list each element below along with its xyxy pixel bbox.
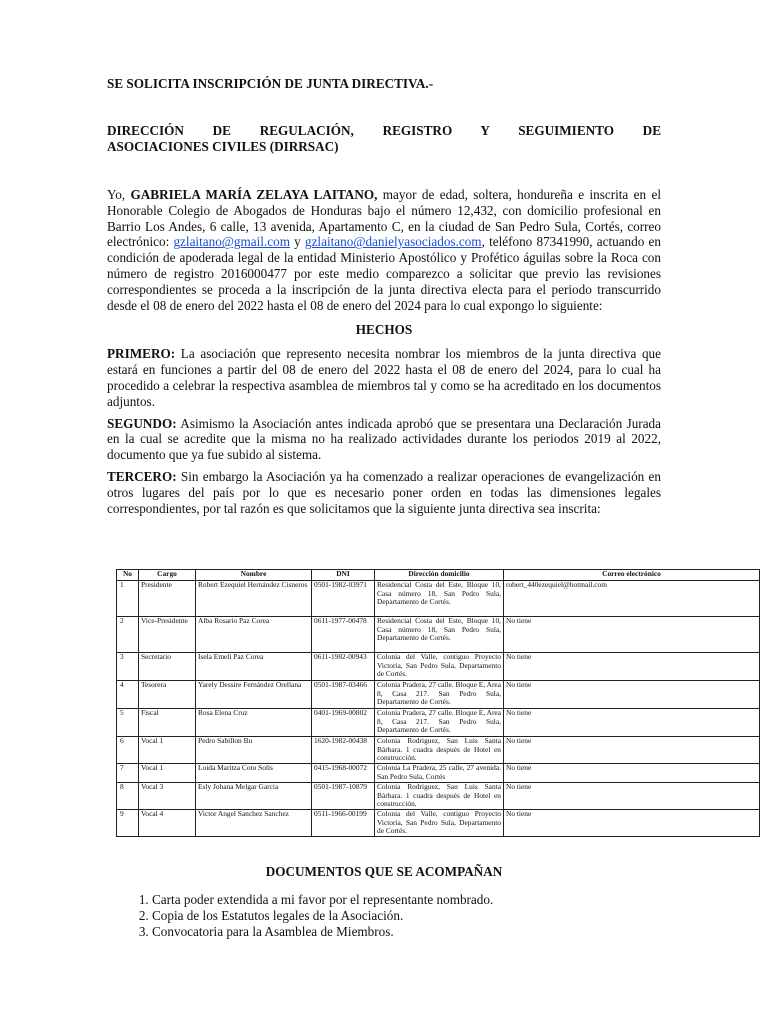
cell-dni: 0501-1987-03466: [312, 681, 375, 709]
cell-direccion: Colonia Pradera, 27 calle. Bloque E, Area 8, Casa 217. San Pedro Sula, Departamento de Cortés.: [375, 709, 504, 737]
cell-nombre: Victor Angel Sanchez Sanchez: [196, 810, 312, 837]
cell-dni: 0611-1982-00943: [312, 653, 375, 681]
header-nombre: Nombre: [196, 570, 312, 581]
cell-correo: robert_440ezequiel@hotmail.com: [504, 581, 760, 617]
cell-dni: 0611-1977-00478: [312, 617, 375, 653]
header-correo: Correo electrónico: [504, 570, 760, 581]
cell-dni: 0401-1969-00802: [312, 709, 375, 737]
list-item: 1. Carta poder extendida a mi favor por el representante nombrado.: [152, 892, 661, 908]
table-body: [117, 581, 760, 837]
table-header-row: [117, 570, 760, 581]
cell-dni: 1620-1982-00438: [312, 737, 375, 764]
cell-no: 1: [117, 581, 139, 617]
cell-cargo: Vice-Presidente: [139, 617, 196, 653]
recipient-line-2: ASOCIACIONES CIVILES (DIRRSAC): [107, 138, 339, 154]
table-row: [117, 737, 760, 764]
cell-correo: No tiene: [504, 783, 760, 810]
cell-direccion: Colonia Pradera, 27 calle. Bloque E, Area 8, Casa 217. San Pedro Sula, Departamento de Cortés.: [375, 681, 504, 709]
table-row: [117, 810, 760, 837]
hechos-heading: HECHOS: [355, 321, 413, 337]
cell-no: 5: [117, 709, 139, 737]
header-dni: DNI: [312, 570, 375, 581]
cell-cargo: Presidente: [139, 581, 196, 617]
table-row: [117, 709, 760, 737]
cell-cargo: Vocal 1: [139, 764, 196, 783]
cell-no: 7: [117, 764, 139, 783]
cell-cargo: Vocal 4: [139, 810, 196, 837]
table-row: [117, 581, 760, 617]
cell-nombre: Isela Emeli Paz Corea: [196, 653, 312, 681]
cell-nombre: Rosa Elena Cruz: [196, 709, 312, 737]
list-item: 2. Copia de los Estatutos legales de la Asociación.: [152, 908, 661, 924]
cell-no: 8: [117, 783, 139, 810]
table-row: [117, 681, 760, 709]
cell-nombre: Robert Ezequiel Hernández Cisneros: [196, 581, 312, 617]
cell-correo: No tiene: [504, 681, 760, 709]
cell-direccion: Colonia Rodriguez, San Luis Santa Bárbara. 1 cuadra después de Hotel en construcción.: [375, 737, 504, 764]
cell-direccion: Residencial Costa del Este, Bloque 10, Casa número 18, San Pedro Sula, Departamento de Cortés.: [375, 617, 504, 653]
cell-cargo: Secretario: [139, 653, 196, 681]
cell-nombre: Alba Rosario Paz Corea: [196, 617, 312, 653]
document-body: [107, 76, 661, 517]
cell-cargo: Vocal 3: [139, 783, 196, 810]
documents-list: [107, 892, 661, 940]
cell-correo: No tiene: [504, 653, 760, 681]
cell-dni: 0501-1987-10879: [312, 783, 375, 810]
cell-cargo: Tesorera: [139, 681, 196, 709]
cell-cargo: Vocal 1: [139, 737, 196, 764]
petitioner-name: GABRIELA MARÍA ZELAYA LAITANO,: [130, 186, 378, 202]
cell-correo: No tiene: [504, 810, 760, 837]
header-cargo: Cargo: [139, 570, 196, 581]
paragraph-primero: PRIMERO: La asociación que represento necesita nombrar los miembros de la junta directiva que estará en funciones a partir del 08 de enero del 2022 hasta el 08 de enero del 2024, para lo cual ha procedido a celebrar la respectiva asamblea de miembros tal y como se ha acreditado en los documentos adjuntos.: [107, 345, 661, 409]
cell-no: 4: [117, 681, 139, 709]
cell-direccion: Colonia del Valle, contiguo Proyecto Victoria, San Pedro Sula, Departamento de Cortés.: [375, 653, 504, 681]
cell-no: 2: [117, 617, 139, 653]
email-link-2[interactable]: gzlaitano@danielyasociados.com: [304, 234, 482, 250]
document-title: SE SOLICITA INSCRIPCIÓN DE JUNTA DIRECTIVA.-: [107, 76, 434, 91]
cell-direccion: Colonia del Valle, contiguo Proyecto Victoria, San Pedro Sula, Departamento de Cortés.: [375, 810, 504, 837]
cell-direccion: Colonia La Pradera, 25 calle, 27 avenida. San Pedro Sula, Cortés: [375, 764, 504, 783]
cell-no: 3: [117, 653, 139, 681]
cell-nombre: Esly Johana Melgar Garcia: [196, 783, 312, 810]
paragraph-segundo: SEGUNDO: Asimismo la Asociación antes indicada aprobó que se presentara una Declaración Jurada en la cual se acredite que la misma no ha realizado actividades durante los periodos 2019 al 2022, documento que ya fue subido al sistema.: [107, 415, 661, 463]
list-item: 3. Convocatoria para la Asamblea de Miembros.: [152, 924, 661, 940]
cell-correo: No tiene: [504, 737, 760, 764]
table-row: [117, 783, 760, 810]
recipient-line-1: DIRECCIÓN DE REGULACIÓN, REGISTRO Y SEGUIMIENTO DE: [107, 122, 661, 138]
intro-paragraph: Yo, GABRIELA MARÍA ZELAYA LAITANO, mayor de edad, soltera, hondureña e inscrita en el Honorable Colegio de Abogados de Honduras bajo el número 12,432, con domicilio profesional en Barrio Los Andes, 6 calle, 13 avenida, Apartamento C, en la ciudad de San Pedro Sula, Cortés, correo electrónico: gzlaitano@gmail.com y gzlaitano@danielyasociados.com, teléfono 87341990, actuando en condición de apoderada legal de la entidad Ministerio Apostólico y Profético águilas sobre la Roca con número de registro 2016000477 por este medio comparezco a solicitar que previo las revisiones correspondientes se proceda a la inscripción de la junta directiva electa para el periodo transcurrido desde el 08 de enero del 2022 hasta el 08 de enero del 2024 para lo cual expongo lo siguiente:: [107, 186, 662, 314]
cell-dni: 0415-1968-00072: [312, 764, 375, 783]
junta-directiva-table: [116, 569, 760, 837]
cell-correo: No tiene: [504, 764, 760, 783]
cell-direccion: Residencial Costa del Este, Bloque 10, Casa número 18, San Pedro Sula, Departamento de Cortés.: [375, 581, 504, 617]
table-row: [117, 617, 760, 653]
cell-nombre: Loida Maritza Coto Solis: [196, 764, 312, 783]
paragraph-tercero: TERCERO: Sin embargo la Asociación ya ha comenzado a realizar operaciones de evangelización en otros lugares del país por lo que es necesario poner orden en todas las dimensiones legales correspondientes, por tal razón es que solicitamos que la siguiente junta directiva sea inscrita:: [107, 469, 661, 517]
documents-heading: DOCUMENTOS QUE SE ACOMPAÑAN: [265, 864, 503, 879]
cell-correo: No tiene: [504, 709, 760, 737]
header-direccion: Dirección domicilio: [375, 570, 504, 581]
cell-correo: No tiene: [504, 617, 760, 653]
cell-nombre: Pedro Sabillon Bu: [196, 737, 312, 764]
cell-no: 9: [117, 810, 139, 837]
cell-direccion: Colonia Rodriguez, San Luis Santa Bárbara. 1 cuadra después de Hotel en construcción.: [375, 783, 504, 810]
cell-dni: 0501-1982-03971: [312, 581, 375, 617]
cell-dni: 0511-1966-00199: [312, 810, 375, 837]
cell-cargo: Fiscal: [139, 709, 196, 737]
header-no: No: [117, 570, 139, 581]
table-row: [117, 653, 760, 681]
cell-no: 6: [117, 737, 139, 764]
email-link-1[interactable]: gzlaitano@gmail.com: [173, 234, 290, 250]
cell-nombre: Yarely Dessire Fernández Orellana: [196, 681, 312, 709]
table-row: [117, 764, 760, 783]
documents-section: [107, 864, 661, 940]
